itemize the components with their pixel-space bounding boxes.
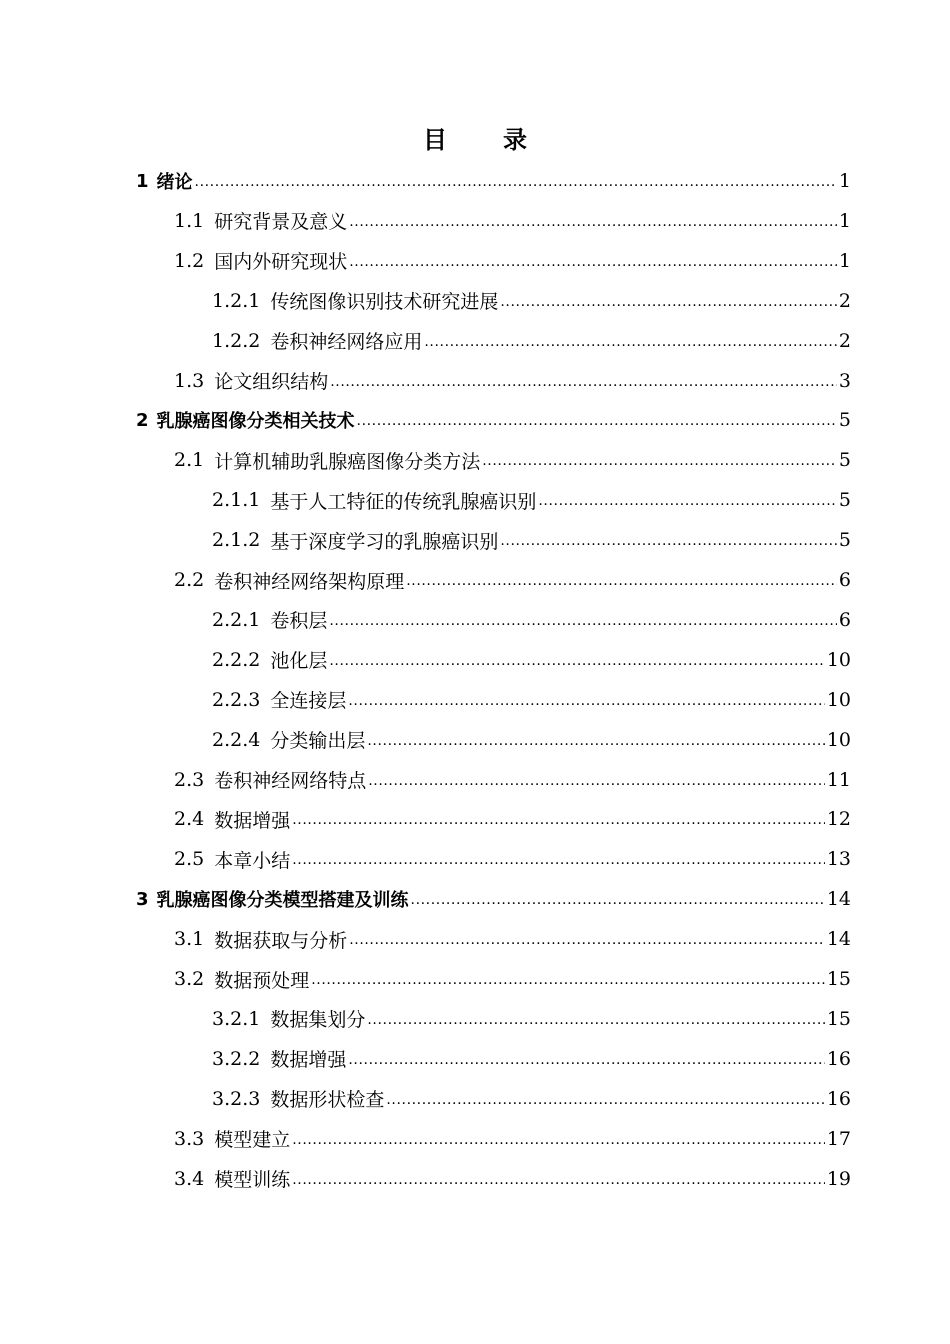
toc-entry[interactable] [174, 560, 851, 600]
toc-entry-label: 计算机辅助乳腺癌图像分类方法 [214, 450, 481, 473]
toc-entry-page-number: 6 [838, 569, 851, 591]
toc-entry-number: 2.2 [174, 569, 205, 591]
toc-entry[interactable] [212, 520, 851, 560]
toc-entry-number: 2.2.1 [212, 608, 261, 631]
toc-leader-dots [386, 1092, 824, 1119]
toc-entry-page-number: 5 [838, 449, 851, 472]
toc-entry-number: 3.2 [174, 968, 205, 990]
toc-entry-label: 卷积神经网络应用 [270, 331, 423, 354]
toc-entry-page-number: 5 [838, 529, 851, 552]
toc-entry-label: 乳腺癌图像分类相关技术 [156, 411, 355, 433]
toc-entry-number: 1.3 [174, 369, 205, 392]
toc-entry[interactable] [212, 600, 851, 640]
toc-entry-page-number: 5 [838, 489, 851, 512]
toc-entry-page-number: 16 [826, 1087, 851, 1110]
toc-entry-number: 3.2.2 [212, 1047, 261, 1070]
toc-entry-page-number: 10 [826, 648, 851, 671]
toc-entry-label: 数据集划分 [270, 1009, 366, 1032]
toc-leader-dots [500, 294, 837, 321]
toc-entry-number: 2.2.2 [212, 648, 261, 671]
toc-entry-number: 1.2.2 [212, 329, 261, 352]
toc-entry-page-number: 15 [826, 968, 851, 990]
toc-entry-label: 模型建立 [214, 1129, 291, 1152]
toc-entry-number: 3.3 [174, 1127, 205, 1150]
toc-leader-dots [292, 1172, 825, 1199]
title-char-right: 录 [503, 125, 527, 154]
toc-entry-page-number: 16 [826, 1047, 851, 1070]
toc-entry[interactable] [212, 281, 851, 321]
toc-entry[interactable] [212, 321, 851, 361]
toc-entry-page-number: 5 [838, 409, 851, 432]
toc-entry-number: 3.4 [174, 1167, 205, 1190]
toc-leader-dots [348, 693, 824, 720]
toc-entry-page-number: 13 [826, 848, 851, 871]
toc-entry-number: 2.1 [174, 449, 205, 472]
toc-entry-number: 2.2.4 [212, 728, 261, 751]
toc-leader-dots [292, 1132, 825, 1159]
toc-leader-dots [367, 1012, 824, 1039]
toc-entry[interactable] [174, 799, 851, 839]
toc-entry-page-number: 1 [838, 249, 851, 272]
toc-entry[interactable] [174, 1159, 851, 1199]
toc-leader-dots [357, 413, 837, 440]
toc-entry-number: 2.1.1 [212, 489, 261, 512]
toc-leader-dots [349, 932, 825, 959]
toc-entry-number: 1 [136, 170, 149, 192]
toc-entry-label: 数据增强 [214, 809, 291, 832]
toc-entry-number: 2.3 [174, 768, 205, 791]
toc-entry-page-number: 17 [826, 1127, 851, 1150]
toc-entry[interactable] [212, 720, 851, 760]
toc-entry-page-number: 6 [838, 608, 851, 631]
toc-entry[interactable] [212, 999, 851, 1039]
toc-entry-label: 卷积层 [270, 610, 328, 633]
toc-entry-page-number: 14 [826, 928, 851, 951]
toc-leader-dots [348, 1052, 824, 1079]
toc-entry[interactable] [174, 1119, 851, 1159]
toc-leader-dots [406, 573, 837, 600]
toc-entry-page-number: 2 [838, 289, 851, 312]
toc-entry[interactable] [174, 919, 851, 959]
toc-entry-label: 数据预处理 [214, 969, 310, 992]
toc-entry-label: 基于深度学习的乳腺癌识别 [270, 530, 499, 553]
toc-leader-dots [349, 254, 837, 281]
toc-entry-label: 卷积神经网络特点 [214, 770, 367, 792]
toc-entry-label: 数据形状检查 [270, 1089, 385, 1112]
toc-entry-page-number: 12 [826, 808, 851, 831]
toc-leader-dots [411, 892, 825, 919]
title-char-left: 目 [423, 125, 447, 154]
toc-leader-dots [500, 533, 837, 560]
toc-entry-label: 数据获取与分析 [214, 929, 348, 952]
toc-leader-dots [329, 613, 837, 640]
page-title [0, 120, 950, 155]
toc-leader-dots [367, 733, 824, 760]
toc-entry-page-number: 15 [826, 1007, 851, 1030]
toc-entry-label: 卷积神经网络架构原理 [214, 570, 405, 593]
toc-leader-dots [349, 214, 837, 241]
toc-entry-page-number: 19 [826, 1167, 851, 1190]
toc-entry-number: 2 [136, 409, 149, 431]
toc-leader-dots [424, 334, 837, 361]
toc-entry-number: 2.2.3 [212, 688, 261, 711]
toc-entry-label: 数据增强 [270, 1049, 347, 1072]
toc-entry[interactable] [174, 440, 851, 480]
toc-entry-label: 全连接层 [270, 690, 347, 713]
toc-entry[interactable] [212, 680, 851, 720]
toc-entry-label: 模型训练 [214, 1169, 291, 1191]
toc-leader-dots [292, 852, 825, 879]
toc-entry-label: 论文组织结构 [214, 371, 329, 393]
toc-entry-page-number: 2 [838, 329, 851, 352]
toc-entry[interactable] [212, 640, 851, 680]
toc-entry-number: 3.2.3 [212, 1087, 261, 1110]
toc-entry[interactable] [174, 201, 851, 241]
toc-leader-dots [311, 972, 825, 999]
toc-entry-label: 研究背景及意义 [214, 211, 348, 234]
toc-entry-page-number: 14 [826, 888, 851, 911]
toc-entry[interactable] [174, 361, 851, 401]
toc-leader-dots [330, 374, 837, 401]
toc-leader-dots [538, 493, 837, 520]
toc-entry[interactable] [174, 241, 851, 281]
toc-entry-number: 3.2.1 [212, 1007, 261, 1030]
toc-entry-number: 2.4 [174, 808, 205, 831]
toc-leader-dots [329, 653, 824, 680]
toc-entry[interactable] [174, 760, 851, 800]
toc-entry[interactable] [212, 1039, 851, 1079]
toc-entry-number: 1.2 [174, 249, 205, 272]
toc-entry-label: 绪论 [156, 172, 193, 193]
toc-entry-label: 本章小结 [214, 849, 291, 872]
toc-entry-number: 1.1 [174, 209, 205, 232]
toc-entry-page-number: 11 [826, 768, 851, 791]
toc-entry-page-number: 3 [838, 369, 851, 392]
toc-leader-dots [292, 812, 825, 839]
toc-entry-page-number: 1 [838, 170, 851, 192]
toc-entry[interactable] [212, 1079, 851, 1119]
toc-entry-number: 3 [136, 888, 149, 910]
toc-entry[interactable] [174, 959, 851, 999]
toc-entry-page-number: 10 [826, 688, 851, 711]
toc-entry[interactable] [136, 879, 851, 919]
toc-leader-dots [195, 174, 837, 201]
toc-entry-label: 传统图像识别技术研究进展 [270, 291, 499, 314]
toc-leader-dots [368, 773, 825, 800]
toc-entry-number: 3.1 [174, 928, 205, 951]
toc-entry-page-number: 1 [838, 209, 851, 232]
toc-entry[interactable] [136, 161, 851, 201]
toc-entry[interactable] [136, 400, 851, 440]
toc-entry[interactable] [212, 480, 851, 520]
toc-entry-label: 基于人工特征的传统乳腺癌识别 [270, 490, 537, 513]
toc-entry-number: 1.2.1 [212, 289, 261, 312]
toc-leader-dots [482, 453, 837, 480]
toc-entry-page-number: 10 [826, 728, 851, 751]
toc-entry-number: 2.5 [174, 848, 205, 871]
toc-entry[interactable] [174, 839, 851, 879]
toc-entry-label: 国内外研究现状 [214, 251, 348, 274]
toc-entry-label: 乳腺癌图像分类模型搭建及训练 [156, 890, 409, 912]
toc-entry-number: 2.1.2 [212, 529, 261, 552]
toc-entry-label: 分类输出层 [270, 730, 366, 753]
toc-entry-label: 池化层 [270, 650, 328, 673]
